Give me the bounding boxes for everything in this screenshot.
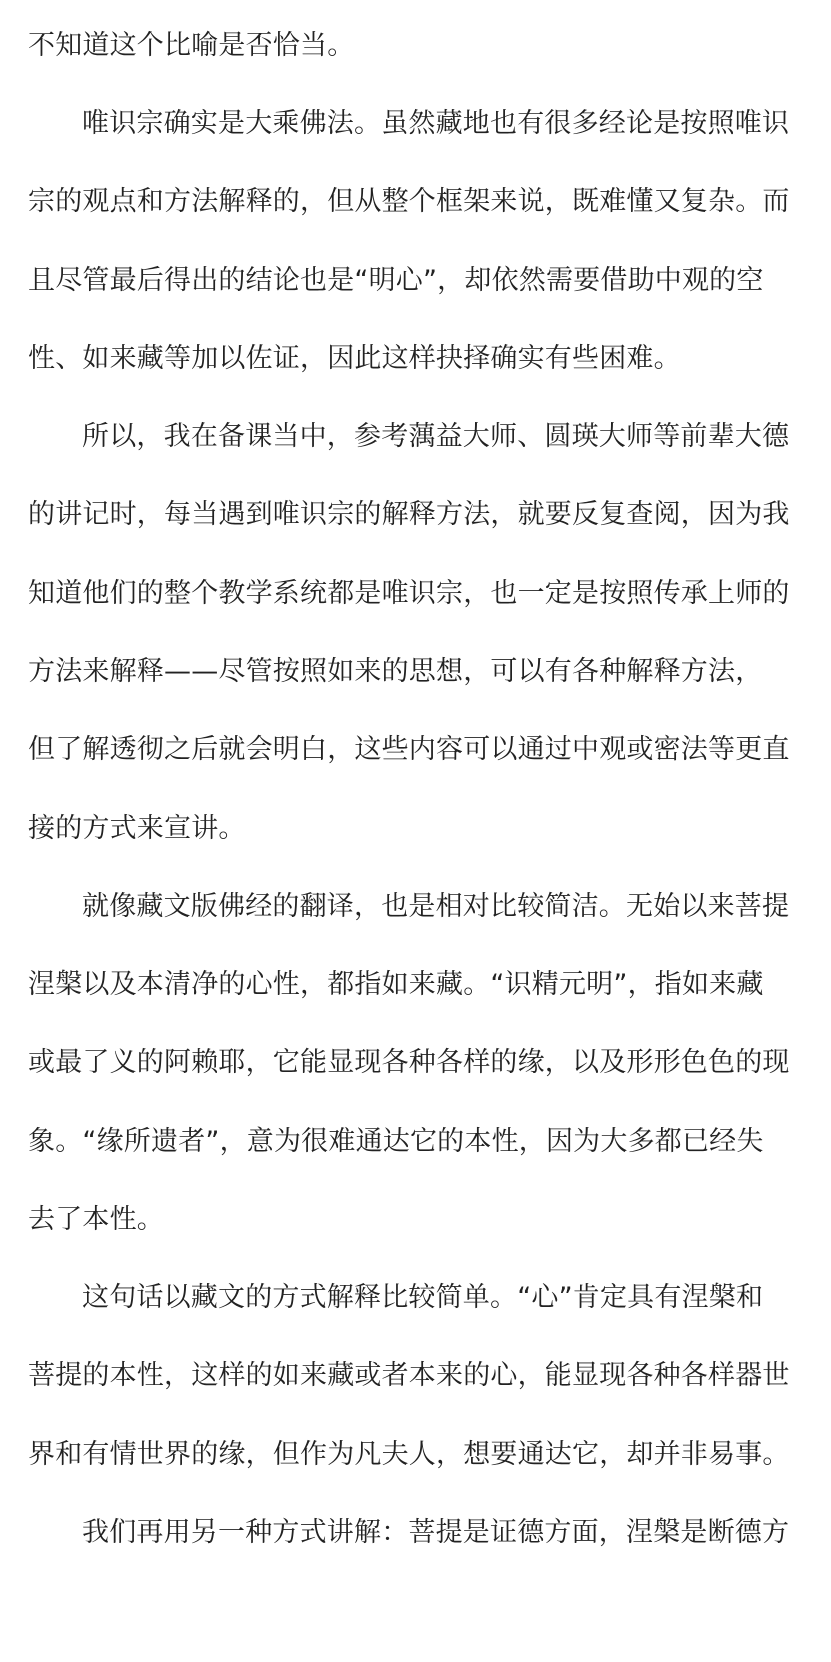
text-line-14: 或最了义的阿赖耶，它能显现各种各样的缘，以及形形色色的现 bbox=[28, 1047, 790, 1078]
text-line-5: 性、如来藏等加以佐证，因此这样抉择确实有些困难。 bbox=[28, 343, 681, 374]
text-line-15: 象。“缘所遗者”，意为很难通达它的本性，因为大多都已经失 bbox=[28, 1126, 764, 1157]
text-line-13: 涅槃以及本清净的心性，都指如来藏。“识精元明”，指如来藏 bbox=[28, 969, 764, 1000]
text-line-4: 且尽管最后得出的结论也是“明心”，却依然需要借助中观的空 bbox=[28, 265, 764, 296]
text-line-12: 就像藏文版佛经的翻译，也是相对比较简洁。无始以来菩提 bbox=[82, 891, 790, 922]
text-line-11: 接的方式来宣讲。 bbox=[28, 813, 246, 844]
text-line-9: 方法来解释——尽管按照如来的思想，可以有各种解释方法， bbox=[28, 656, 763, 687]
text-line-3: 宗的观点和方法解释的，但从整个框架来说，既难懂又复杂。而 bbox=[28, 186, 790, 217]
text-line-8: 知道他们的整个教学系统都是唯识宗，也一定是按照传承上师的 bbox=[28, 578, 790, 609]
text-line-2: 唯识宗确实是大乘佛法。虽然藏地也有很多经论是按照唯识 bbox=[82, 108, 790, 139]
text-line-6: 所以，我在备课当中，参考蕅益大师、圆瑛大师等前辈大德 bbox=[82, 421, 790, 452]
text-line-7: 的讲记时，每当遇到唯识宗的解释方法，就要反复查阅，因为我 bbox=[28, 499, 790, 530]
text-line-18: 菩提的本性，这样的如来藏或者本来的心，能显现各种各样器世 bbox=[28, 1360, 790, 1391]
text-line-17: 这句话以藏文的方式解释比较简单。“心”肯定具有涅槃和 bbox=[82, 1282, 764, 1313]
text-line-10: 但了解透彻之后就会明白，这些内容可以通过中观或密法等更直 bbox=[28, 734, 790, 765]
text-line-16: 去了本性。 bbox=[28, 1204, 164, 1235]
text-line-19: 界和有情世界的缘，但作为凡夫人，想要通达它，却并非易事。 bbox=[28, 1439, 790, 1470]
text-line-20: 我们再用另一种方式讲解：菩提是证德方面，涅槃是断德方 bbox=[82, 1517, 790, 1548]
text-line-1: 不知道这个比喻是否恰当。 bbox=[28, 30, 355, 61]
